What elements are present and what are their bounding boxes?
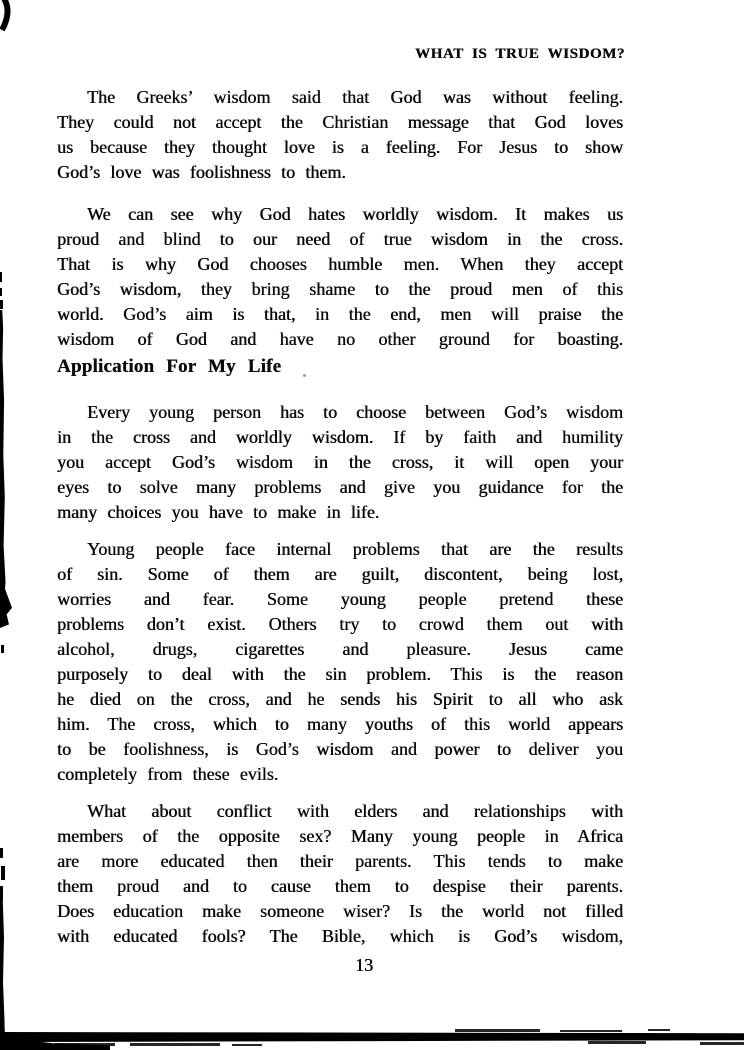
text-line: of sin. Some of them are guilt, discontent, being lost, (57, 564, 623, 584)
text-line: alcohol, drugs, cigarettes and pleasure. Jesus came (57, 639, 623, 659)
scan-speckle (700, 1042, 744, 1045)
scan-edge-dash (0, 848, 3, 858)
text-line: The Greeks’ wisdom said that God was without feeling. (87, 87, 623, 107)
text-line: us because they thought love is a feeling. For Jesus to show (57, 137, 623, 157)
text-line: God’s wisdom, they bring shame to the proud men of this (57, 279, 623, 299)
text-line: many choices you have to make in life. (57, 502, 380, 522)
text-line: Every young person has to choose between God’s wisdom (87, 402, 623, 422)
paragraph-every-young-person (57, 400, 623, 525)
scan-speckle (560, 1030, 622, 1032)
scan-edge-dash (0, 886, 3, 900)
print-dot-artifact (303, 374, 306, 377)
paragraph-god-hates-worldly-wisdom (57, 202, 623, 352)
scan-crescent-artifact (0, 0, 16, 34)
text-line: purposely to deal with the sin problem. This is the reason (57, 664, 623, 684)
scan-edge-dash (0, 272, 2, 282)
text-line: world. God’s aim is that, in the end, men will praise the (57, 304, 623, 324)
paragraph-internal-problems (57, 537, 623, 787)
text-line: members of the opposite sex? Many young people in Africa (57, 826, 623, 846)
scan-speckle (232, 1044, 262, 1046)
text-line: They could not accept the Christian message that God loves (57, 112, 623, 132)
text-line: We can see why God hates worldly wisdom. It makes us (87, 204, 623, 224)
text-line: That is why God chooses humble men. When they accept (57, 254, 623, 274)
text-line: with educated fools? The Bible, which is God’s wisdom, (57, 926, 623, 946)
text-line: in the cross and worldly wisdom. If by faith and humility (57, 427, 623, 447)
text-line: them proud and to cause them to despise their parents. (57, 876, 623, 896)
text-line: Does education make someone wiser? Is the world not filled (57, 901, 623, 921)
scan-edge-dash (0, 300, 3, 309)
text-line: What about conflict with elders and relationships with (87, 801, 623, 821)
scan-speckle (130, 1043, 220, 1046)
scan-speckle (455, 1029, 540, 1032)
text-line: eyes to solve many problems and give you guidance for the (57, 477, 623, 497)
text-line: worries and fear. Some young people pretend these (57, 589, 623, 609)
scan-speckle (55, 1043, 115, 1046)
text-line: problems don’t exist. Others try to crowd them out with (57, 614, 623, 634)
paragraph-greeks-wisdom (57, 85, 623, 185)
scan-edge-dash (1, 866, 5, 880)
text-line: Young people face internal problems that are the results (87, 539, 623, 559)
text-line: are more educated then their parents. This tends to make (57, 851, 623, 871)
scan-dot (1, 645, 4, 653)
paragraph-conflict-with-elders (57, 799, 623, 949)
scan-speckle (588, 1041, 646, 1044)
section-heading: Application For My Life (57, 356, 282, 377)
text-line: you accept God’s wisdom in the cross, it will open your (57, 452, 623, 472)
scan-left-strip (0, 310, 6, 612)
text-line: he died on the cross, and he sends his Spirit to all who ask (57, 689, 623, 709)
text-line: completely from these evils. (57, 764, 279, 784)
scan-edge-dash (0, 288, 2, 296)
text-line: God’s love was foolishness to them. (57, 162, 346, 182)
text-line: to be foolishness, is God’s wisdom and power to deliver you (57, 739, 623, 759)
page-number: 13 (355, 955, 373, 975)
scan-left-strip-lower (0, 900, 5, 1050)
scan-left-blob (0, 583, 12, 628)
scan-speckle (648, 1029, 670, 1031)
running-header: WHAT IS TRUE WISDOM? (414, 46, 625, 62)
text-line: proud and blind to our need of true wisdom in the cross. (57, 229, 623, 249)
text-line: wisdom of God and have no other ground for boasting. (57, 329, 623, 349)
text-line: him. The cross, which to many youths of this world appears (57, 714, 623, 734)
